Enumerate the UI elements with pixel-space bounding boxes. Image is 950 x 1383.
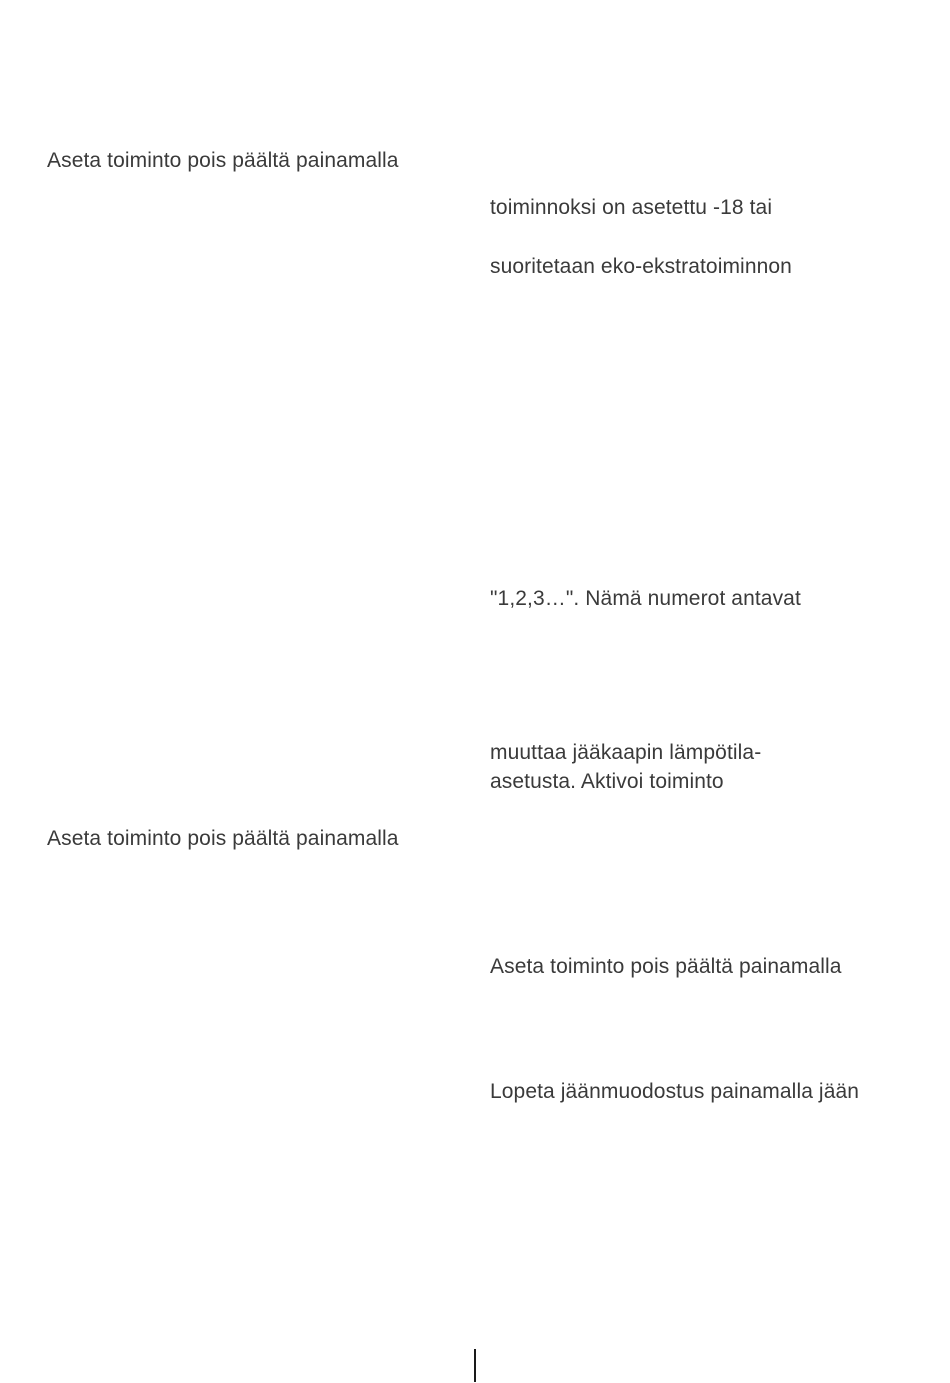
right-text-line: Lopeta jäänmuodostus painamalla jään [490,1080,860,1103]
right-text-line: Aseta toiminto pois päältä painamalla [490,955,842,978]
left-text-line: Aseta toiminto pois päältä painamalla [47,827,399,850]
left-text-line: Aseta toiminto pois päältä painamalla [47,149,399,172]
right-text-line: "1,2,3…". Nämä numerot antavat [490,587,801,610]
right-text-line: asetusta. Aktivoi toiminto [490,770,724,793]
right-text-line: muuttaa jääkaapin lämpötila- [490,741,762,764]
page-divider-mark [474,1349,476,1382]
right-text-line: toiminnoksi on asetettu -18 tai [490,196,773,219]
right-text-line: suoritetaan eko-ekstratoiminnon [490,255,792,278]
